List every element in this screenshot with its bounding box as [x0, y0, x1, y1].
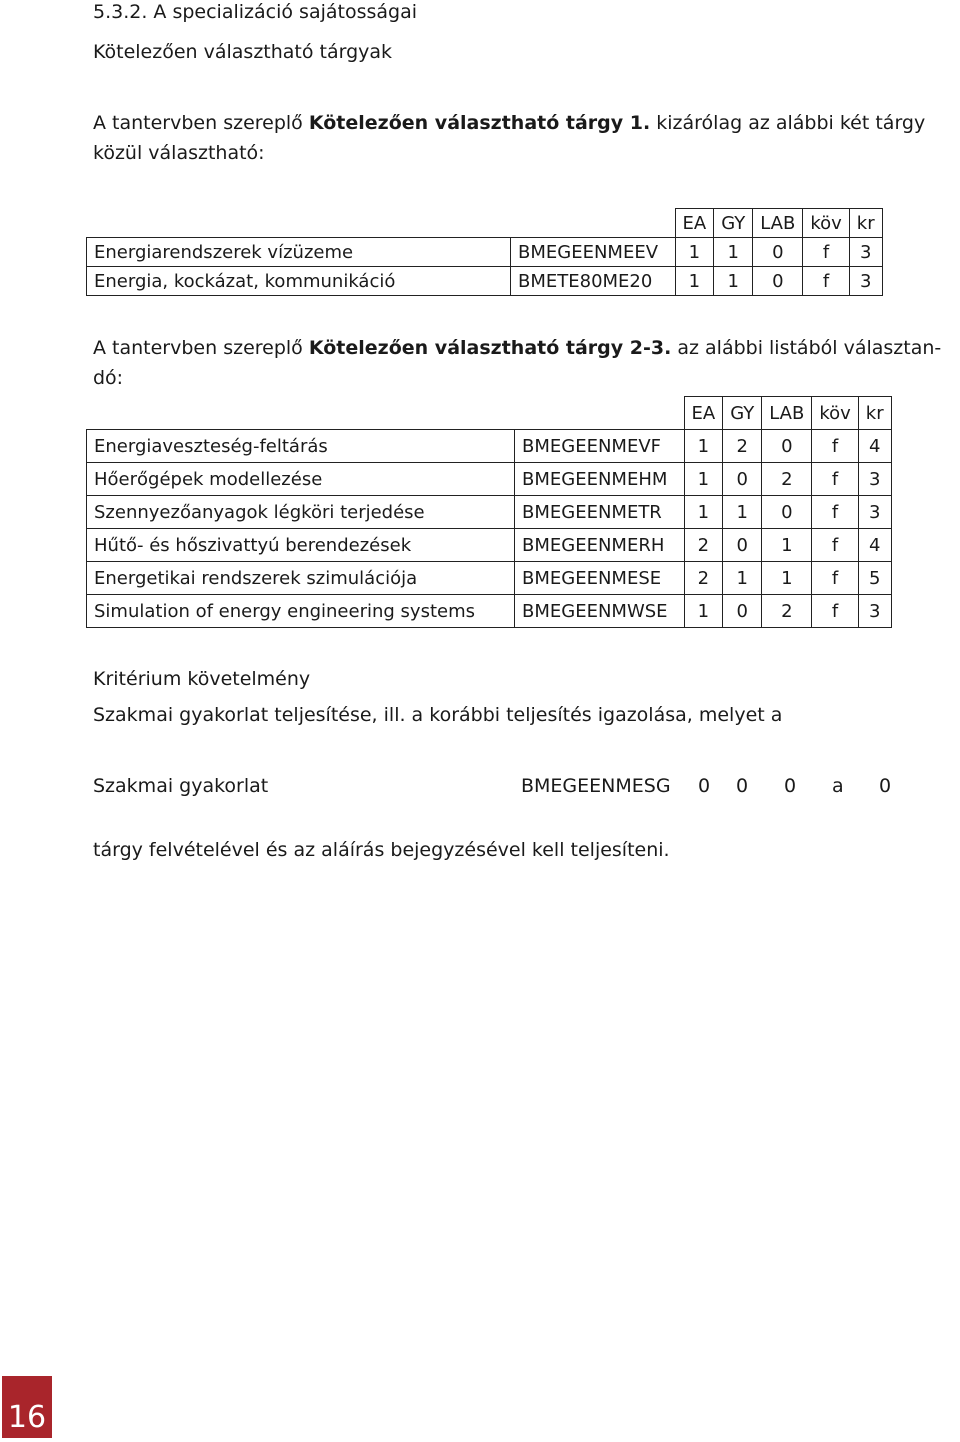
header-ea: EA [684, 397, 723, 430]
header-lab: LAB [762, 397, 812, 430]
course-kr: 5 [858, 562, 891, 595]
table-row [87, 267, 883, 296]
course-lab: 2 [762, 463, 812, 496]
course-gy: 0 [723, 529, 762, 562]
header-lab: LAB [753, 209, 803, 238]
table-row [87, 430, 892, 463]
course-ea: 2 [684, 529, 723, 562]
course-kr: 0 [879, 775, 892, 797]
course-ea: 1 [684, 463, 723, 496]
course-code: BMEGEENMETR [515, 496, 685, 529]
course-ea: 1 [684, 430, 723, 463]
course-name: Energiarendszerek vízüzeme [87, 238, 511, 267]
course-kr: 3 [858, 496, 891, 529]
header-ea: EA [675, 209, 714, 238]
course-gy: 1 [714, 238, 753, 267]
course-code: BMEGEENMESG [521, 775, 671, 797]
paragraph-1-pre: A tantervben szereplő [93, 112, 309, 134]
header-kr: kr [858, 397, 891, 430]
course-ea: 1 [675, 238, 714, 267]
course-kov: f [803, 267, 849, 296]
course-lab: 0 [762, 430, 812, 463]
table-row [87, 238, 883, 267]
course-name: Hűtő- és hőszivattyú berendezések [87, 529, 515, 562]
paragraph-2-line-2: dó: [93, 367, 124, 389]
header-gy: GY [714, 209, 753, 238]
paragraph-2-line-1 [93, 336, 941, 360]
course-name: Szennyezőanyagok légköri terjedése [87, 496, 515, 529]
header-kov: köv [803, 209, 849, 238]
criteria-closing: tárgy felvételével és az aláírás bejegyzésével kell teljesíteni. [93, 839, 670, 861]
course-kr: 3 [849, 267, 882, 296]
table-row [87, 463, 892, 496]
header-kov: köv [812, 397, 858, 430]
course-lab: 0 [784, 775, 797, 797]
course-kov: f [812, 529, 858, 562]
course-kr: 4 [858, 430, 891, 463]
header-gy: GY [723, 397, 762, 430]
course-gy: 0 [723, 463, 762, 496]
course-lab: 1 [762, 529, 812, 562]
course-ea: 0 [698, 775, 711, 797]
paragraph-1-bold: Kötelezően választható tárgy 1. [308, 112, 651, 134]
course-code: BMEGEENMEHM [515, 463, 685, 496]
criteria-course-row [0, 774, 960, 798]
table-row [87, 496, 892, 529]
table-row [87, 595, 892, 628]
course-kr: 3 [858, 595, 891, 628]
course-ea: 2 [684, 562, 723, 595]
course-lab: 0 [762, 496, 812, 529]
course-lab: 0 [753, 267, 803, 296]
course-kr: 3 [858, 463, 891, 496]
table-row [87, 562, 892, 595]
course-kr: 3 [849, 238, 882, 267]
course-name: Energia, kockázat, kommunikáció [87, 267, 511, 296]
course-kr: 4 [858, 529, 891, 562]
course-gy: 0 [723, 595, 762, 628]
course-name: Hőerőgépek modellezése [87, 463, 515, 496]
course-code: BMEGEENMESE [515, 562, 685, 595]
elective-table-2 [86, 396, 892, 628]
course-gy: 2 [723, 430, 762, 463]
course-ea: 1 [675, 267, 714, 296]
page-number-box [2, 1376, 52, 1438]
course-lab: 1 [762, 562, 812, 595]
elective-table-1 [86, 208, 883, 296]
paragraph-2-bold: Kötelezően választható tárgy 2-3. [308, 337, 672, 359]
course-name: Szakmai gyakorlat [93, 775, 269, 797]
paragraph-1-line-2: közül választható: [93, 142, 265, 164]
paragraph-2-post: az alábbi listából választan- [671, 337, 942, 359]
course-ea: 1 [684, 496, 723, 529]
course-code: BMEGEENMERH [515, 529, 685, 562]
course-kov: a [832, 775, 844, 797]
course-lab: 0 [753, 238, 803, 267]
section-heading: 5.3.2. A specializáció sajátosságai [93, 1, 418, 23]
course-code: BMETE80ME20 [511, 267, 676, 296]
course-kov: f [812, 562, 858, 595]
subheading: Kötelezően választható tárgyak [93, 41, 393, 63]
course-code: BMEGEENMEVF [515, 430, 685, 463]
course-name: Energiaveszteség-feltárás [87, 430, 515, 463]
course-gy: 1 [714, 267, 753, 296]
table-header-row [87, 397, 892, 430]
course-lab: 2 [762, 595, 812, 628]
header-kr: kr [849, 209, 882, 238]
course-gy: 0 [736, 775, 749, 797]
course-kov: f [812, 463, 858, 496]
table-row [87, 529, 892, 562]
course-kov: f [812, 595, 858, 628]
course-name: Energetikai rendszerek szimulációja [87, 562, 515, 595]
course-kov: f [803, 238, 849, 267]
course-kov: f [812, 430, 858, 463]
paragraph-1-post: kizárólag az alábbi két tárgy [650, 112, 926, 134]
criteria-text: Szakmai gyakorlat teljesítése, ill. a korábbi teljesítés igazolása, melyet a [93, 704, 783, 726]
course-code: BMEGEENMEEV [511, 238, 676, 267]
course-kov: f [812, 496, 858, 529]
course-code: BMEGEENMWSE [515, 595, 685, 628]
paragraph-2-pre: A tantervben szereplő [93, 337, 309, 359]
criteria-heading: Kritérium követelmény [93, 668, 311, 690]
table-header-row [87, 209, 883, 238]
paragraph-1-line-1 [93, 111, 925, 135]
course-name: Simulation of energy engineering systems [87, 595, 515, 628]
course-gy: 1 [723, 496, 762, 529]
page-number: 16 [7, 1400, 47, 1435]
course-ea: 1 [684, 595, 723, 628]
course-gy: 1 [723, 562, 762, 595]
